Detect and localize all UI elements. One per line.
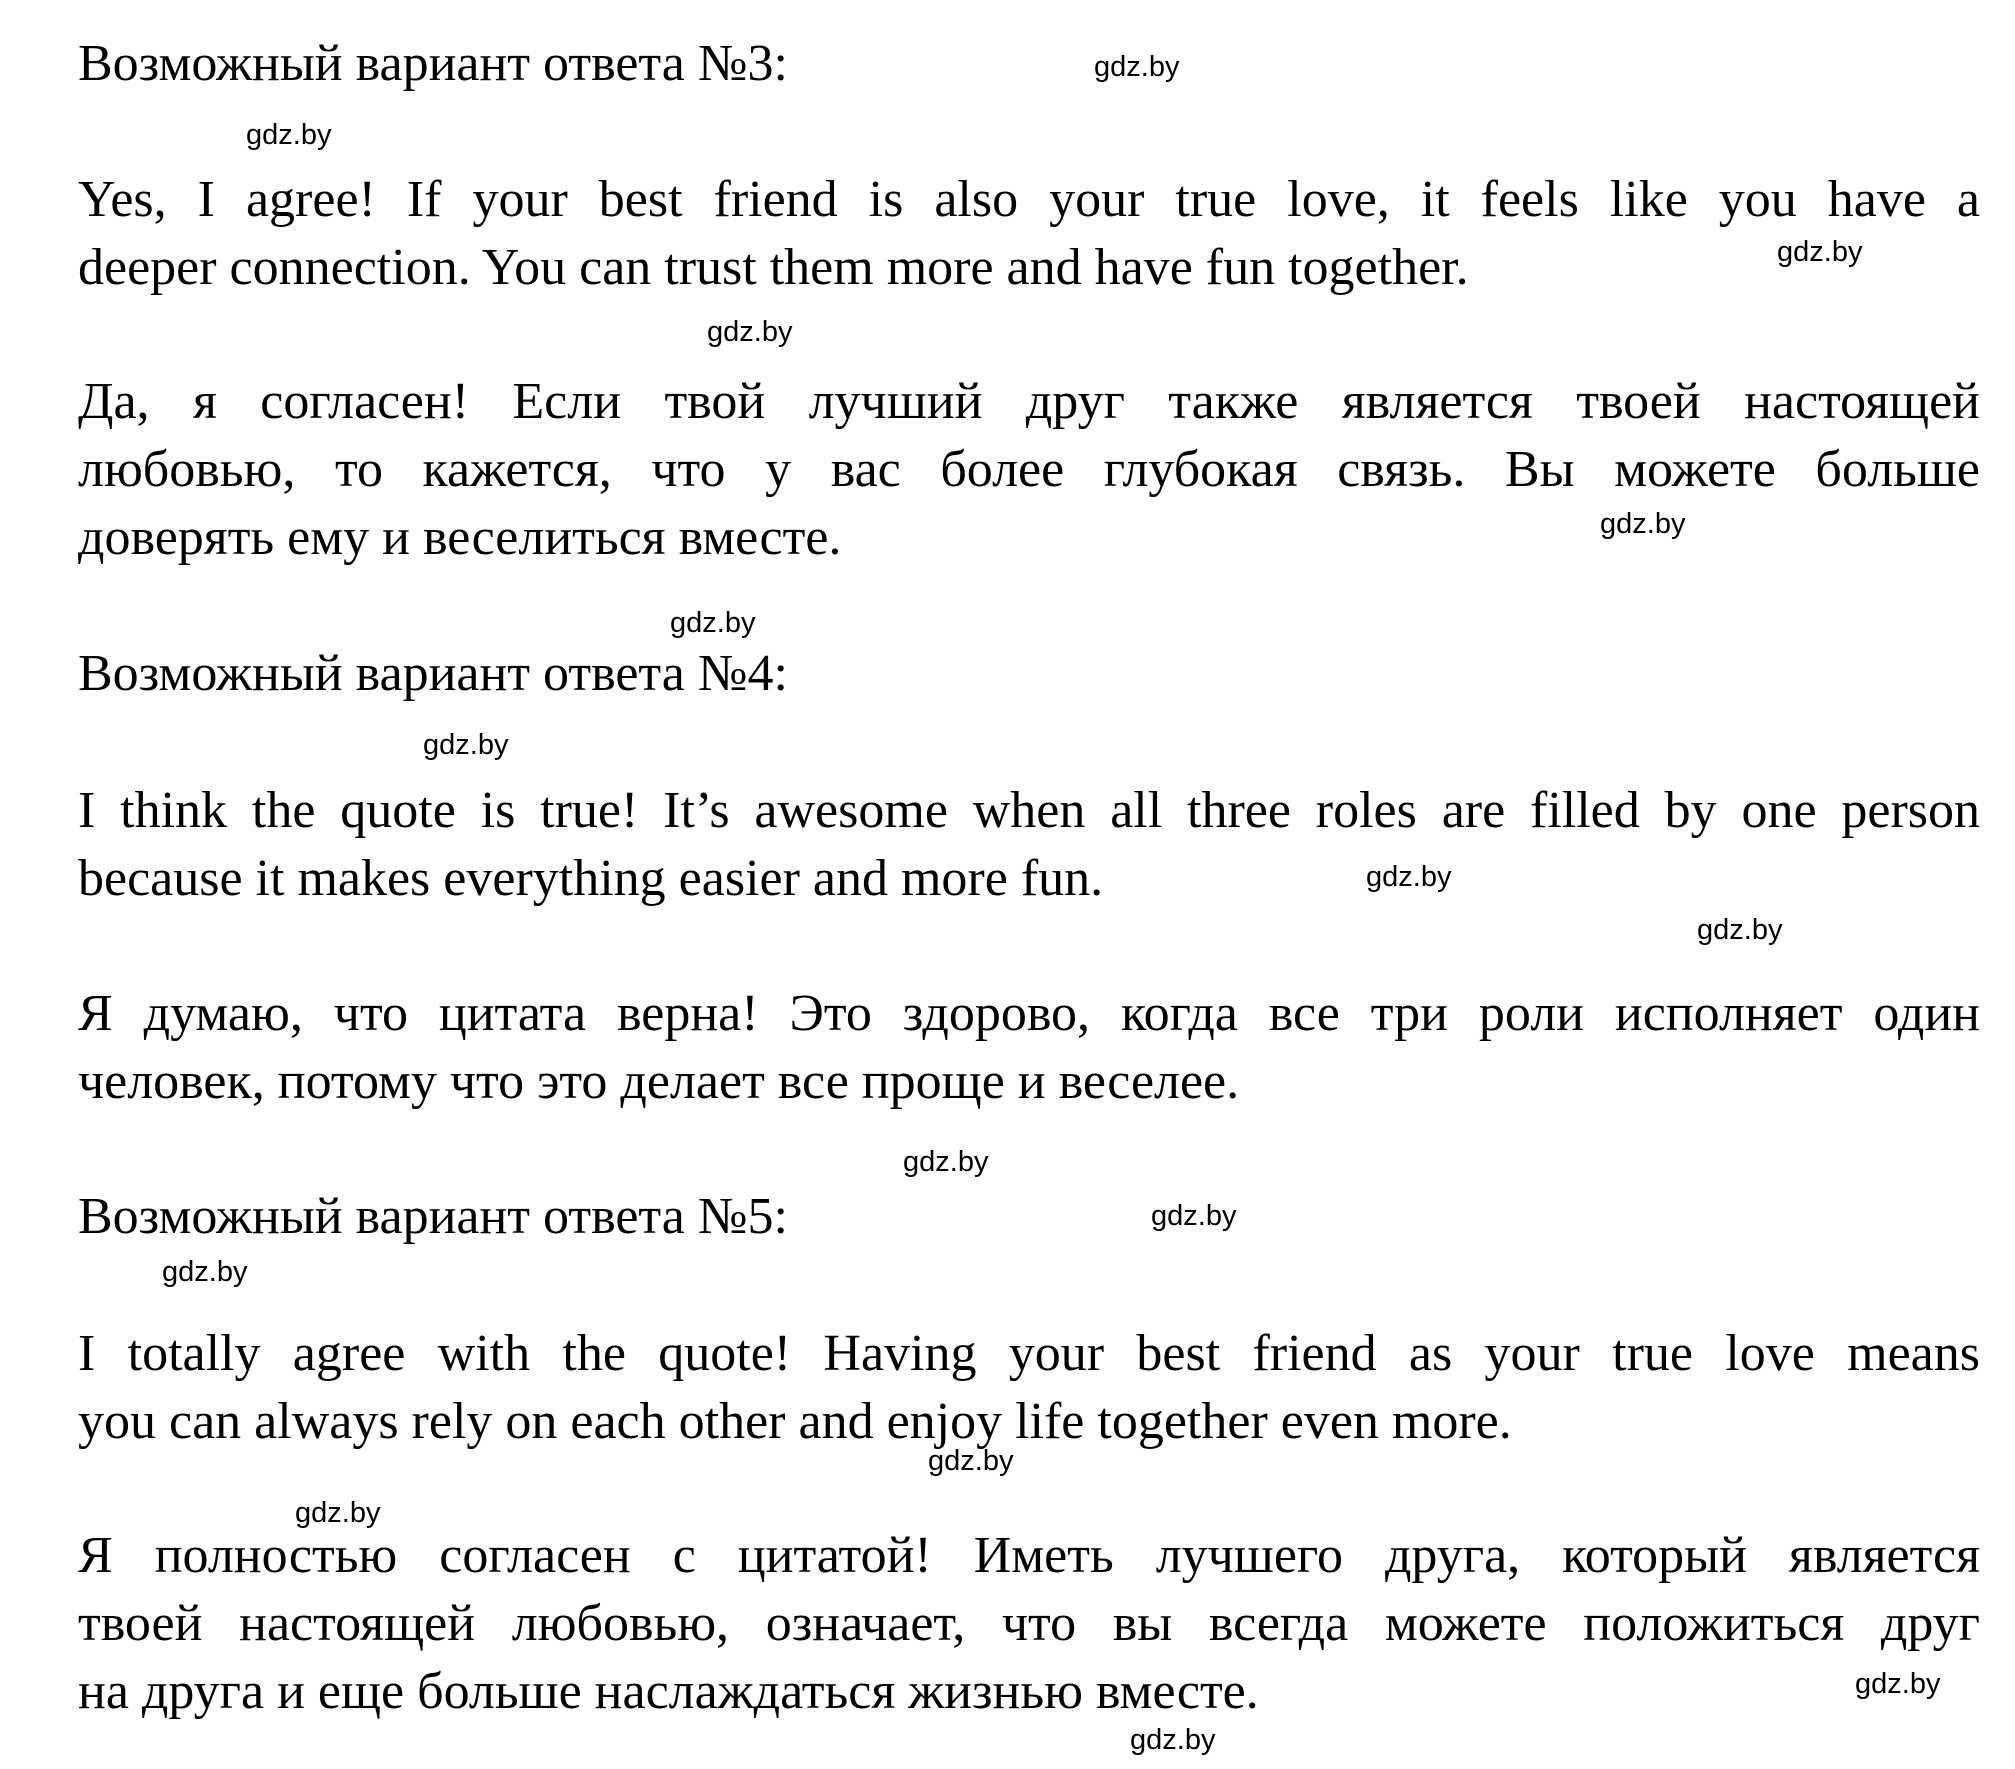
answer-heading-4: Возможный вариант ответа №4: [78,645,788,702]
answer-5-russian-line-3: на друга и еще больше наслаждаться жизнью вместе. [78,1663,1259,1720]
watermark: gdz.by [1151,1200,1237,1232]
watermark: gdz.by [1697,914,1783,946]
answer-3-english-line-2: deeper connection. You can trust them more and have fun together. [78,239,1469,296]
watermark: gdz.by [423,729,509,761]
answer-4-russian [78,980,1980,1116]
answer-5-russian-line-2: твоей настоящей любовью, означает, что вы всегда можете положиться друг [78,1595,1980,1652]
answer-4-english-line-2: because it makes everything easier and more fun. [78,850,1104,907]
answer-5-english-line-2: you can always rely on each other and enjoy life together even more. [78,1393,1512,1450]
answer-3-russian-line-2: любовью, то кажется, что у вас более глубокая связь. Вы можете больше [78,441,1980,498]
watermark: gdz.by [1366,861,1452,893]
answer-heading-5: Возможный вариант ответа №5: [78,1188,788,1245]
watermark: gdz.by [1777,236,1863,268]
answer-5-russian-line-1: Я полностью согласен с цитатой! Иметь лучшего друга, который является [78,1527,1980,1584]
answer-heading-3: Возможный вариант ответа №3: [78,35,788,92]
watermark: gdz.by [1094,51,1180,83]
answer-3-russian-line-3: доверять ему и веселиться вместе. [78,509,842,566]
answer-5-english-line-1: I totally agree with the quote! Having your best friend as your true love means [78,1325,1980,1382]
watermark: gdz.by [903,1146,989,1178]
answer-4-russian-line-2: человек, потому что это делает все проще и веселее. [78,1053,1240,1110]
answer-3-english [78,166,1980,302]
answer-4-english-line-1: I think the quote is true! It’s awesome when all three roles are filled by one person [78,782,1980,839]
watermark: gdz.by [162,1256,248,1288]
watermark: gdz.by [928,1445,1014,1477]
answer-5-english [78,1320,1980,1456]
watermark: gdz.by [670,607,756,639]
answer-3-english-line-1: Yes, I agree! If your best friend is also your true love, it feels like you have a [78,171,1980,228]
answer-5-russian [78,1522,1980,1726]
answer-4-russian-line-1: Я думаю, что цитата верна! Это здорово, когда все три роли исполняет один [78,985,1980,1042]
answer-3-russian-line-1: Да, я согласен! Если твой лучший друг также является твоей настоящей [78,373,1980,430]
watermark: gdz.by [707,316,793,348]
watermark: gdz.by [1855,1668,1941,1700]
answer-3-russian [78,368,1980,572]
watermark: gdz.by [1130,1724,1216,1756]
watermark: gdz.by [246,119,332,151]
answer-4-english [78,777,1980,913]
watermark: gdz.by [295,1497,381,1529]
watermark: gdz.by [1600,508,1686,540]
